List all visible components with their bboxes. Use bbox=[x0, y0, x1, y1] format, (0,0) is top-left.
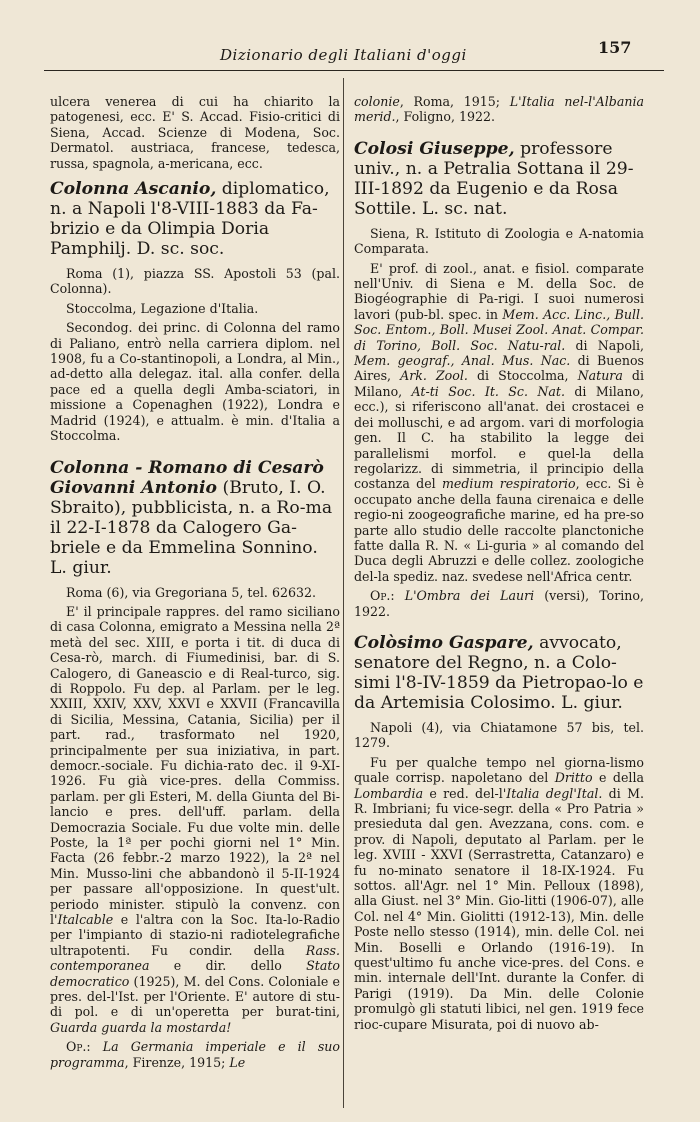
right-column bbox=[354, 94, 644, 1036]
header-rule bbox=[44, 70, 664, 71]
bio-text: di Stoccolma, bbox=[467, 368, 578, 384]
entry-address: Roma (1), piazza SS. Apostoli 53 (pal. Colonna). bbox=[50, 266, 340, 297]
works-italic: colonie bbox=[354, 94, 400, 109]
entry-biography: Secondog. dei princ. di Colonna del ramo di Paliano, entrò nella carriera diplom. nel 1908, fu a Co-stantinopoli, a Londra, al Min., ad-detto alla delegaz. ital. alla confer. della pace ed a quella degli Amba-sciatori, in missione a Copenaghen (1922), Londra e Madrid (1924), e attualm. è min. d'Italia a Stoccolma. bbox=[50, 320, 340, 444]
works-italic: L'Italia nel-l'Albania merid. bbox=[354, 94, 644, 125]
works-text bbox=[91, 1039, 103, 1054]
running-header-title: Dizionario degli Italiani d'oggi bbox=[220, 46, 467, 64]
entry-heading-text: (Bruto, I. O. Sbraito), pubblicista, n. a Ro-ma il 22-I-1878 da Calogero Ga-briele e da Emmelina Sonnino. L. giur. bbox=[50, 477, 333, 578]
bio-italic: Lombardia bbox=[354, 785, 424, 801]
entry-heading bbox=[354, 139, 644, 219]
bio-text: Fu per qualche tempo nel giorna-lismo quale corrisp. napoletano del bbox=[354, 754, 644, 786]
works-text: (versi), Torino, 1922. bbox=[354, 588, 644, 619]
entry-heading-text: professore univ., n. a Petralia Sottana il 29-III-1892 da Eugenio e da Rosa Sottile. L. sc. nat. bbox=[354, 138, 634, 219]
works-text bbox=[395, 588, 405, 603]
entry-address: Roma (6), via Gregoriana 5, tel. 62632. bbox=[66, 584, 317, 600]
bio-text: e dir. dello bbox=[149, 958, 307, 974]
entry-biography bbox=[354, 755, 644, 1032]
bio-text: E' il principale rappres. del ramo siciliano di casa Colonna, emigrato a Messina nella 2ª metà del sec. XIII, e porta i tit. di duca di Cesa-rò, march. di Fiumedinisi, bar. di S. Calogero, di Ganeascio e di Real-turco, sig. di Roppolo. Fu dep. al Parlam. per le leg. XXIII, XXIV, XXV, XXVI e XXVII (Francavilla di Sicilia, Messina, Catania, Sicilia) per il part. rad., trasformato nel 1920, principalmente per sua iniziativa, in part. democr.-sociale. Fu dichia-rato dec. il 9-XI-1926. Fu già vice-pres. della Commiss. parlam. per gli Esteri, M. della Giunta del Bi-lancio e pres. dell'uff. parlam. della Democrazia Sociale. Fu due volte min. delle Poste, la 1ª per pochi giorni nel 1° Min. Facta (26 febbr.-2 marzo 1922), la 2ª nel Min. Musso-lini che abbandonò il 5-II-1924 per passare all'opposizione. In quest'ult. periodo minister. stipulò la convenz. con l' bbox=[50, 603, 340, 928]
bio-text: e l'altra con la Soc. Ita-lo-Radio per l'impianto di stazio-ni radiotelegrafiche ultrapotenti. Fu condir. della bbox=[50, 912, 340, 958]
bio-italic: Mem. Acc. Linc., Bull. Soc. Entom., Boll. Musei Zool. Anat. Compar. di Torino, Boll. Soc. Natu-ral. bbox=[354, 306, 644, 353]
works-label: Op.: bbox=[66, 1039, 91, 1055]
bio-italic: Italcable bbox=[57, 912, 114, 928]
works-label: Op.: bbox=[370, 588, 395, 604]
works-text: , Foligno, 1922. bbox=[395, 109, 496, 125]
bio-text: di M. R. Imbriani; fu vice-segr. della « Pro Patria » presieduta dal gen. Avezzana, cons. com. e prov. di Napoli, deputato al Parlam. per le leg. XVIII - XXVI (Serrastretta, Catanzaro) e fu no-minato senatore il 18-IX-1924. Fu sottos. all'Agr. nel 1° Min. Pelloux (1898), alla Giust. nel 3° Min. Gio-litti (1906-07), alle Col. nel 4° Min. Giolitti (1912-13), Min. delle Poste nello stesso (1914), min. delle Col. nei Min. Boselli e Orlando (1916-19). In quest'ultimo fu anche vice-pres. del Cons. e min. internale dell'Int. durante la Confer. di Parigi (1919). Da Min. delle Colonie promulgò gli statuti libici, nel gen. 1919 fece rioc-cupare Misurata, poi di nuovo ab- bbox=[354, 785, 644, 1032]
entry-name: Colonna - Romano di Cesarò Giovanni Antonio bbox=[50, 457, 324, 498]
entry-works bbox=[50, 1039, 340, 1070]
bio-text: , ecc. Si è occupato anche della fauna cirenaica e delle regio-ni zoogeografiche marine, ed ha pre-so parte allo studio delle raccolte planctoniche fatte dalla R. N. « Li-guria » al comando del Duca degli Abruzzi e delle collez. zoologiche del-la spediz. naz. svedese nell'Africa centr. bbox=[354, 476, 645, 584]
bio-text: e red. del-l' bbox=[423, 785, 507, 801]
bio-italic: Ark. Zool. bbox=[400, 368, 468, 384]
entry-biography bbox=[354, 261, 644, 585]
bio-text: di Milano, ecc.), si riferiscono all'anat. dei crostacei e dei molluschi, e ad argom. vari di morfologia gen. Il C. ha stabilito la legge dei parallelismi morfol. e quel-la della regolarizz. di simmetria, il principio della costanza del bbox=[354, 383, 644, 492]
entry-name: Colòsimo Gaspare, bbox=[354, 632, 534, 653]
continuation-text bbox=[354, 94, 644, 125]
bio-text: di Milano, bbox=[354, 368, 644, 399]
column-divider bbox=[343, 78, 344, 1108]
bio-italic: Guarda guarda la mostarda! bbox=[50, 1019, 232, 1035]
entry-works bbox=[354, 588, 644, 619]
page-number: 157 bbox=[598, 38, 632, 57]
entry-name: Colosi Giuseppe, bbox=[354, 138, 515, 159]
bio-italic: Stato democratico bbox=[50, 958, 340, 989]
works-italic: L'Ombra dei Lauri bbox=[404, 588, 535, 604]
entry-heading-text: diplomatico, n. a Napoli l'8-VIII-1883 da Fa-brizio e da Olimpia Doria Pamphilj. D. sc. soc. bbox=[50, 179, 330, 260]
bio-italic: medium respiratorio bbox=[441, 476, 576, 492]
entry-address: Stoccolma, Legazione d'Italia. bbox=[66, 300, 259, 316]
left-column bbox=[50, 94, 340, 1074]
bio-text: E' prof. di zool., anat. e fisiol. comparate nell'Univ. di Siena e M. della Soc. de Biogéographie di Pa-rigi. I suoi numerosi lavori (pub-bl. spec. in bbox=[354, 260, 644, 322]
bio-italic: Dritto bbox=[554, 770, 593, 786]
continuation-text: ulcera venerea di cui ha chiarito la patogenesi, ecc. E' S. Accad. Fisio-critici di Siena, Accad. Scienze di Modena, Soc. Dermatol. austriaca, francese, tedesca, russa, spagnola, a-mericana, ecc. bbox=[50, 94, 340, 171]
bio-italic: Mem. geograf., Anal. Mus. Nac. bbox=[354, 353, 571, 369]
works-italic: La Germania imperiale e il suo programma bbox=[50, 1039, 340, 1070]
works-italic: Le bbox=[229, 1054, 246, 1070]
bio-italic: Natura bbox=[577, 368, 623, 384]
bio-text: (1925), M. del Cons. Coloniale e pres. del-l'Ist. per l'Oriente. E' autore di stu-di pol. e di un'operetta per burat-tini, bbox=[50, 973, 340, 1020]
bio-text: e della bbox=[592, 770, 644, 786]
works-text: , Firenze, 1915; bbox=[124, 1054, 230, 1070]
bio-italic: Rass. contemporanea bbox=[50, 942, 340, 974]
bio-text: di Buenos Aires, bbox=[354, 353, 645, 384]
entry-address: Siena, R. Istituto di Zoologia e A-natomia Comparata. bbox=[354, 225, 644, 257]
entry-address: Napoli (4), via Chiatamone 57 bis, tel. 1279. bbox=[354, 719, 644, 751]
bio-italic: Italia degl'Ital. bbox=[506, 785, 603, 801]
bio-text: di Napoli, bbox=[565, 337, 645, 353]
entry-heading bbox=[354, 633, 644, 713]
entry-biography bbox=[50, 604, 340, 1035]
works-text: , Roma, 1915; bbox=[399, 94, 510, 109]
entry-name: Colonna Ascanio, bbox=[50, 179, 217, 200]
entry-heading bbox=[50, 458, 340, 578]
entry-heading bbox=[50, 179, 340, 259]
bio-italic: At-ti Soc. It. Sc. Nat. bbox=[411, 383, 565, 399]
entry-heading-text: avvocato, senatore del Regno, n. a Colo-simi l'8-IV-1859 da Pietropao-lo e da Artemisia Colosimo. L. giur. bbox=[354, 632, 644, 713]
